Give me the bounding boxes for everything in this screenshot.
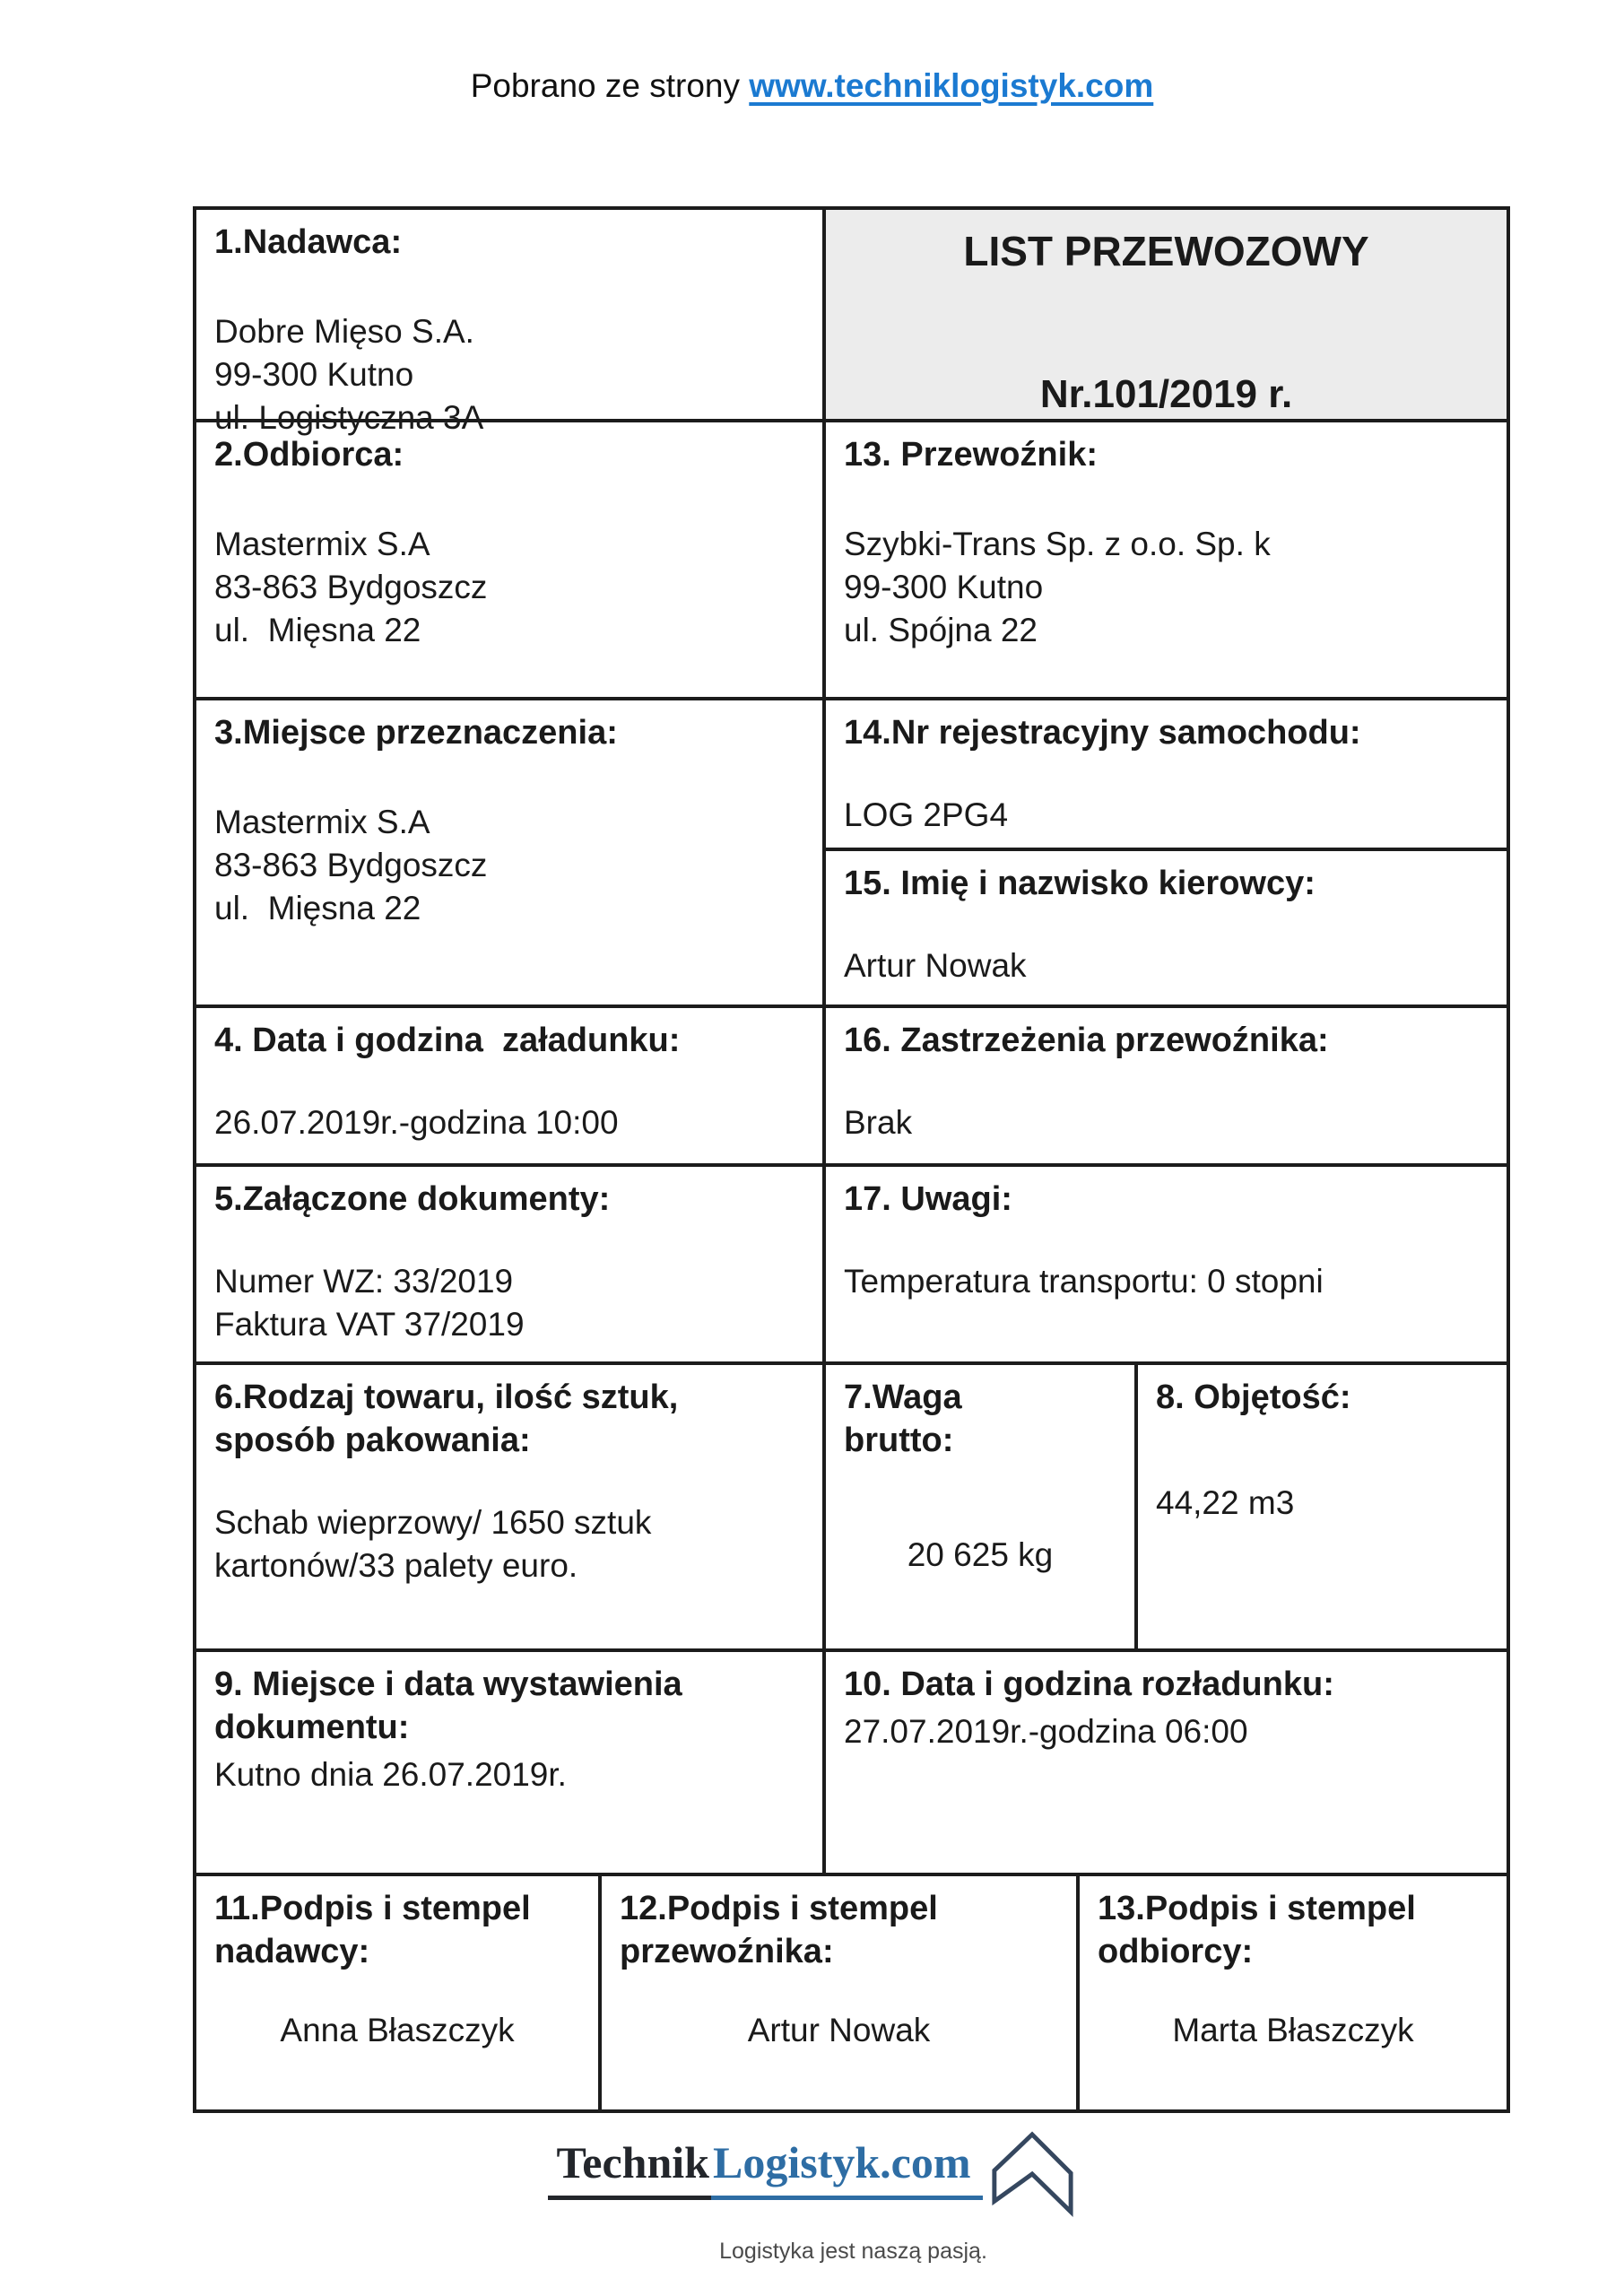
cell-driver <box>822 848 1507 1004</box>
cell-unloading-datetime <box>822 1648 1507 1873</box>
cell-document-title <box>822 206 1507 419</box>
brand-wordmark <box>548 2136 984 2188</box>
cell-carrier <box>822 419 1507 697</box>
weight-value: 20 625 kg <box>907 1536 1054 1573</box>
reservations-value: Brak <box>844 1104 913 1141</box>
cell-recipient <box>193 419 822 697</box>
loading-value: 26.07.2019r.-godzina 10:00 <box>214 1104 619 1141</box>
techniklogistyk-footer <box>0 2136 1624 2265</box>
carrier-street: ul. Spójna 22 <box>844 612 1038 648</box>
brand-logistyk: Logistyk.com <box>711 2137 984 2200</box>
cell-goods <box>193 1361 822 1648</box>
document-title: LIST PRZEWOZOWY <box>963 228 1369 274</box>
cell-destination <box>193 697 822 1004</box>
unloading-label: 10. Data i godzina rozładunku: <box>844 1665 1334 1703</box>
driver-value: Artur Nowak <box>844 947 1027 984</box>
loading-label: 4. Data i godzina załadunku: <box>214 1022 681 1059</box>
cell-remarks <box>822 1163 1507 1361</box>
unloading-value: 27.07.2019r.-godzina 06:00 <box>844 1713 1248 1750</box>
registration-label: 14.Nr rejestracyjny samochodu: <box>844 714 1361 752</box>
documents-wz-number: Numer WZ: 33/2019 <box>214 1263 514 1300</box>
goods-description: Schab wieprzowy/ 1650 sztuk <box>214 1504 652 1541</box>
brand-technik: Technik <box>548 2137 711 2200</box>
carrier-postcode-city: 99-300 Kutno <box>844 569 1044 605</box>
destination-street: ul. Mięsna 22 <box>214 890 421 926</box>
cell-gross-weight <box>822 1361 1134 1648</box>
carrier-name: Szybki-Trans Sp. z o.o. Sp. k <box>844 526 1271 562</box>
sender-signature-name: Anna Błaszczyk <box>280 2012 515 2048</box>
documents-invoice: Faktura VAT 37/2019 <box>214 1306 525 1343</box>
issue-value: Kutno dnia 26.07.2019r. <box>214 1756 567 1793</box>
recipient-street: ul. Mięsna 22 <box>214 612 421 648</box>
destination-postcode-city: 83-863 Bydgoszcz <box>214 847 488 883</box>
chevron-roof-icon <box>988 2127 1076 2225</box>
cell-sender <box>193 206 822 436</box>
cell-registration-number <box>822 697 1507 848</box>
waybill-table <box>193 206 1510 2113</box>
recipient-postcode-city: 83-863 Bydgoszcz <box>214 569 488 605</box>
destination-name: Mastermix S.A <box>214 804 430 840</box>
carrier-signature-name: Artur Nowak <box>747 2012 931 2048</box>
recipient-signature-name: Marta Błaszczyk <box>1172 2012 1414 2048</box>
sender-name: Dobre Mięso S.A. <box>214 313 474 350</box>
cell-loading-datetime <box>193 1004 822 1163</box>
sender-postcode-city: 99-300 Kutno <box>214 356 414 393</box>
document-number: Nr.101/2019 r. <box>1039 372 1293 416</box>
weight-label: 7.Waga brutto: <box>844 1378 972 1459</box>
documents-label: 5.Załączone dokumenty: <box>214 1180 611 1218</box>
cell-issue-place-date <box>193 1648 822 1873</box>
cell-volume <box>1134 1361 1507 1648</box>
cell-carrier-reservations <box>822 1004 1507 1163</box>
techniklogistyk-link[interactable]: www.techniklogistyk.com <box>749 67 1154 104</box>
destination-label: 3.Miejsce przeznaczenia: <box>214 714 618 752</box>
goods-label: 6.Rodzaj towaru, ilość sztuk, sposób pakowania: <box>214 1378 688 1459</box>
cell-sender-signature <box>193 1873 598 2109</box>
recipient-label: 2.Odbiorca: <box>214 436 404 474</box>
sender-street: ul. Logistyczna 3A <box>214 399 484 436</box>
reservations-label: 16. Zastrzeżenia przewoźnika: <box>844 1022 1329 1059</box>
brand-tagline: Logistyka jest naszą pasją. <box>719 2239 987 2264</box>
goods-packaging: kartonów/33 palety euro. <box>214 1547 578 1584</box>
carrier-signature-label: 12.Podpis i stempel przewoźnika: <box>620 1890 948 1970</box>
downloaded-from-text: Pobrano ze strony <box>470 67 741 104</box>
issue-label: 9. Miejsce i data wystawienia dokumentu: <box>214 1665 692 1746</box>
cell-attached-documents <box>193 1163 822 1361</box>
volume-value: 44,22 m3 <box>1156 1484 1295 1521</box>
registration-value: LOG 2PG4 <box>844 796 1009 833</box>
sender-label: 1.Nadawca: <box>214 223 403 261</box>
cell-recipient-signature <box>1076 1873 1507 2109</box>
cell-carrier-signature <box>598 1873 1076 2109</box>
carrier-label: 13. Przewoźnik: <box>844 436 1098 474</box>
sender-signature-label: 11.Podpis i stempel nadawcy: <box>214 1890 541 1970</box>
downloaded-from-note <box>0 65 1624 108</box>
remarks-value: Temperatura transportu: 0 stopni <box>844 1263 1324 1300</box>
driver-label: 15. Imię i nazwisko kierowcy: <box>844 865 1316 902</box>
remarks-label: 17. Uwagi: <box>844 1180 1012 1218</box>
recipient-signature-label: 13.Podpis i stempel odbiorcy: <box>1098 1890 1426 1970</box>
recipient-name: Mastermix S.A <box>214 526 430 562</box>
volume-label: 8. Objętość: <box>1156 1378 1351 1416</box>
